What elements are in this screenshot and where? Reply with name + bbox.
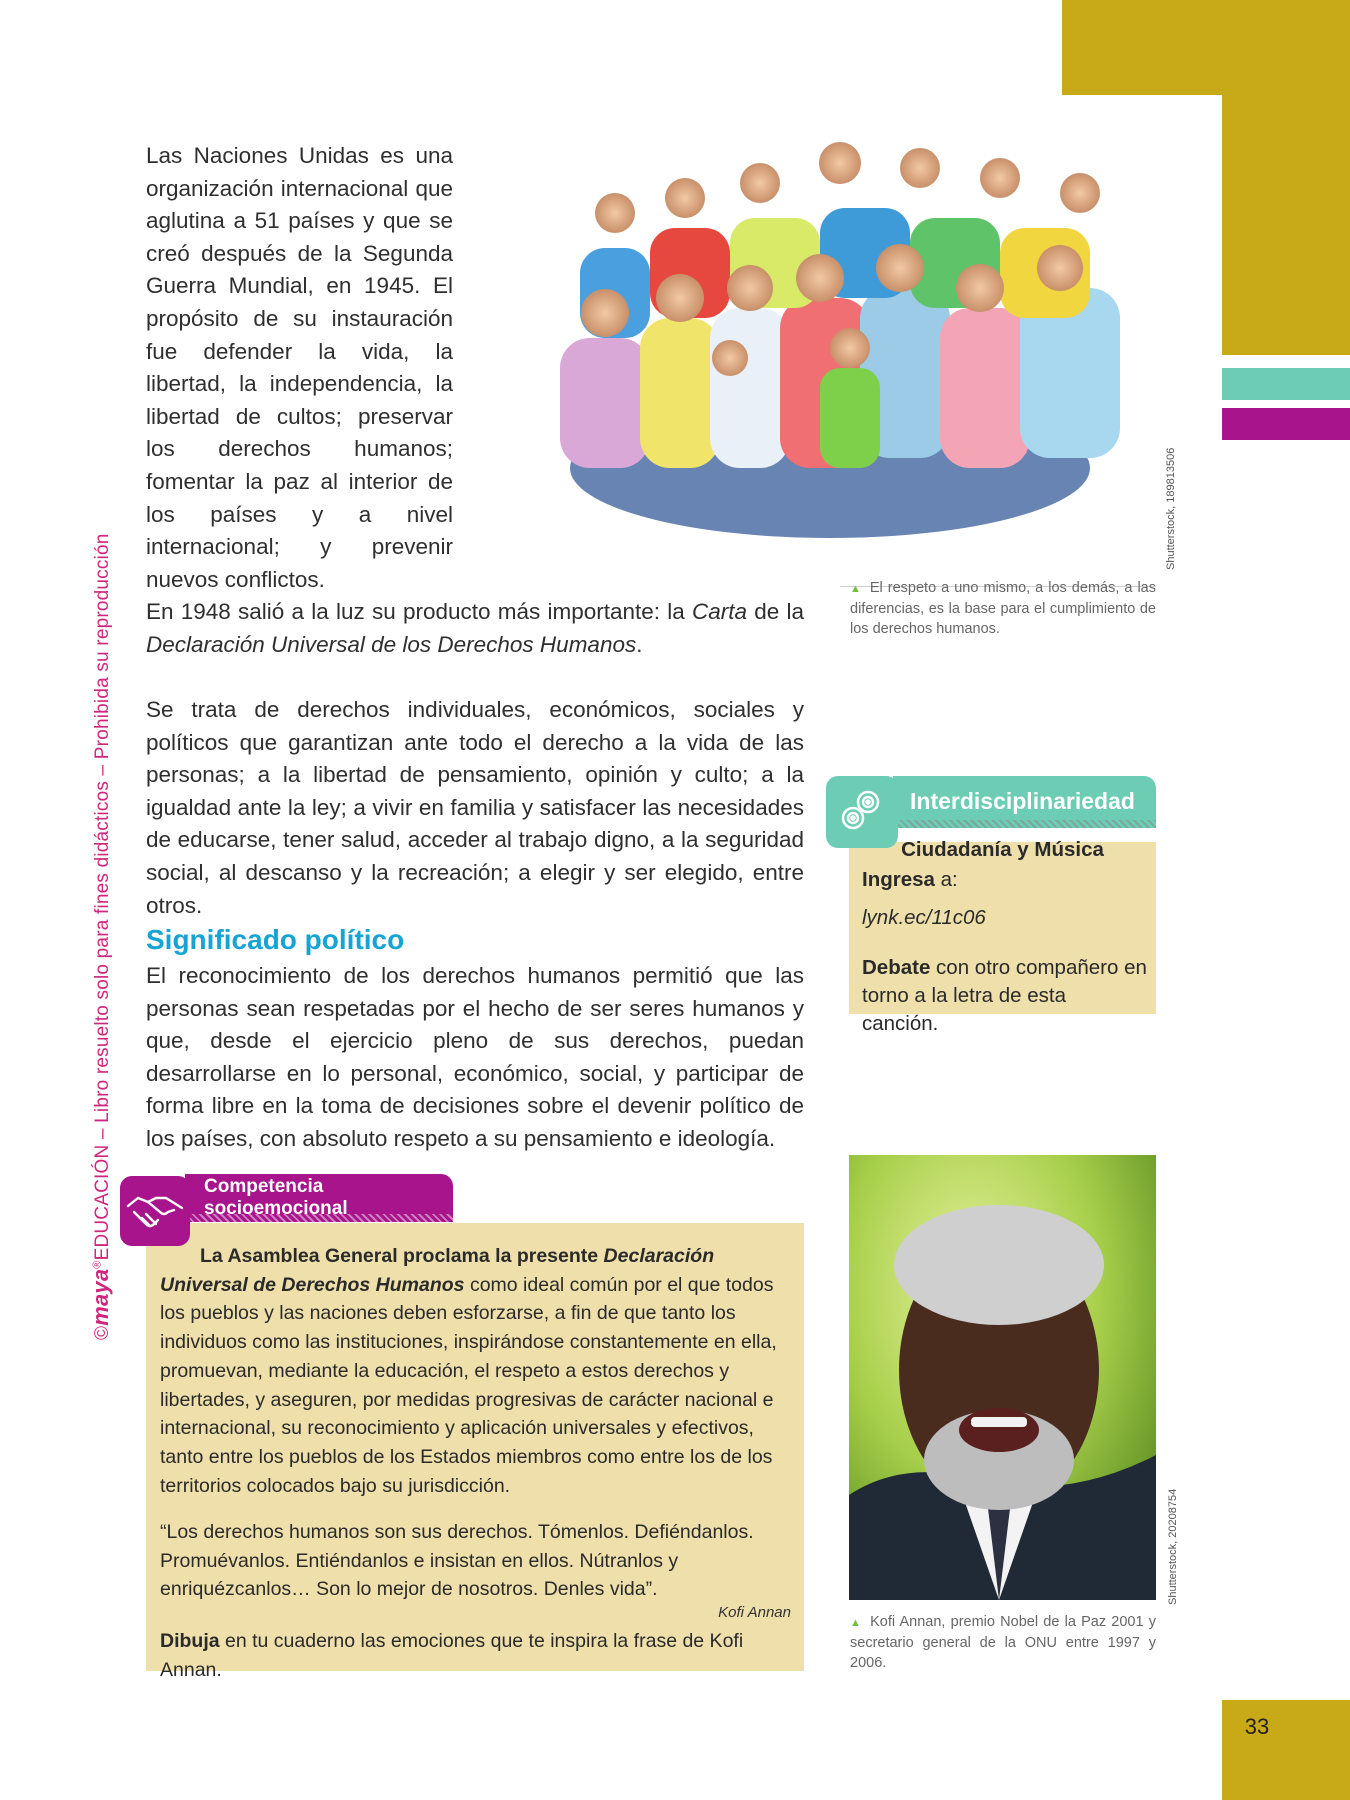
page-number: 33: [1244, 1714, 1270, 1739]
charter-paragraph: En 1948 salió a la luz su producto más importante: la Carta de la Declaración Universal de los Derechos Humanos.: [146, 599, 804, 657]
decor-teal-band: [1222, 368, 1350, 400]
annan-photo-caption: ▲ Kofi Annan, premio Nobel de la Paz 2001 y secretario general de la ONU entre 1997 y 2006.: [850, 1614, 1157, 1671]
lynk-link[interactable]: lynk.ec/11c06: [862, 906, 986, 929]
section-paragraph: El reconocimiento de los derechos humanos permitió que las personas sean respetadas por el hecho de ser seres humanos y que, desde el ejercicio pleno de sus derechos, puedan desarrollarse en lo personal, económico, social, y participar de forma libre en la toma de decisiones sobre el devenir político de los países, con absoluto respeto a su pensamiento e ideología.: [146, 963, 804, 1151]
interdisciplinary-subtitle: Ciudadanía y Música: [901, 838, 1104, 861]
brand-logo: maya: [88, 1268, 113, 1326]
intro-paragraph: Las Naciones Unidas es una organización internacional que aglutina a 51 países y que se creó después de la Segunda Guerra Mundial, en 1945. El propósito de su instauración fue defender la vida, la libertad, la independencia, la libertad de cultos; preservar los derechos humanos; fomentar la paz al interior de los países y a nivel internacional; y prevenir nuevos conflictos.: [146, 143, 453, 592]
triangle-bullet-icon: ▲: [850, 583, 862, 595]
kofi-annan-photo: [849, 1155, 1156, 1600]
quote-author: Kofi Annan: [718, 1604, 791, 1621]
copyright-notice: [88, 533, 114, 1340]
registered-mark: ®: [91, 1260, 104, 1269]
interdisciplinary-title: Interdisciplinariedad: [910, 788, 1135, 814]
photo-credit-crowd: Shutterstock, 189813506: [1165, 447, 1177, 570]
debate-instruction: Debate con otro compañero en torno a la letra de esta canción.: [862, 956, 1147, 1035]
declaration-paragraph: La Asamblea General proclama la presente Declaración Universal de Derechos Humanos como ideal común por el que todos los pueblos y las naciones deben esforzarse, a fin de que tanto los individuos como las instituciones, inspirándose constantemente en ella, promuevan, mediante la educación, el respeto a estos derechos y libertades, y aseguren, por medidas progresivas de carácter nacional e internacional, su reconocimiento y aplicación universales y efectivos, tanto entre los pueblos de los Estados miembros como entre los de los territorios colocados bajo su jurisdicción.: [160, 1245, 777, 1497]
decor-magenta-band: [1222, 408, 1350, 440]
handshake-icon: [120, 1176, 190, 1246]
people-group: [560, 208, 1120, 538]
crowd-photo: [500, 138, 1175, 538]
socioemotional-title: Competencia socioemocional: [204, 1176, 348, 1219]
triangle-bullet-icon: ▲: [850, 1617, 863, 1629]
photo-credit-annan: Shutterstock, 20208754: [1167, 1488, 1179, 1605]
rights-paragraph: Se trata de derechos individuales, económicos, sociales y políticos que garantizan ante todo el derecho a la vida de las personas; a la libertad de pensamiento, opinión y culto; a la igualdad ante la ley; a vivir en familia y satisfacer las necesidades de educarse, tener salud, acceder al trabajo digno, a la seguridad social, al descanso y la recreación; a elegir y ser elegido, entre otros.: [146, 697, 804, 918]
drawing-task: Dibuja en tu cuaderno las emociones que te inspira la frase de Kofi Annan.: [160, 1630, 744, 1681]
section-heading: Significado político: [146, 924, 405, 955]
decor-gold-side: [1222, 95, 1350, 355]
decor-gold-top: [1062, 0, 1350, 95]
annan-quote: “Los derechos humanos son sus derechos. Tómenlos. Defiéndanlos. Promuévanlos. Entiéndanlos e insistan en ellos. Nútranlos y enriquézcanlos… Son lo mejor de nosotros. Denles vida”.: [160, 1521, 754, 1601]
ingresa-line: Ingresa a:: [862, 868, 958, 891]
header-hatch: [893, 820, 1156, 828]
copyright-text: EDUCACIÓN – Libro resuelto solo para fines didácticos – Prohibida su reproducción: [92, 533, 113, 1261]
crowd-photo-caption: ▲ El respeto a uno mismo, a los demás, a las diferencias, es la base para el cumplimiento de los derechos humanos.: [850, 580, 1156, 637]
copyright-symbol: ©: [92, 1325, 113, 1340]
